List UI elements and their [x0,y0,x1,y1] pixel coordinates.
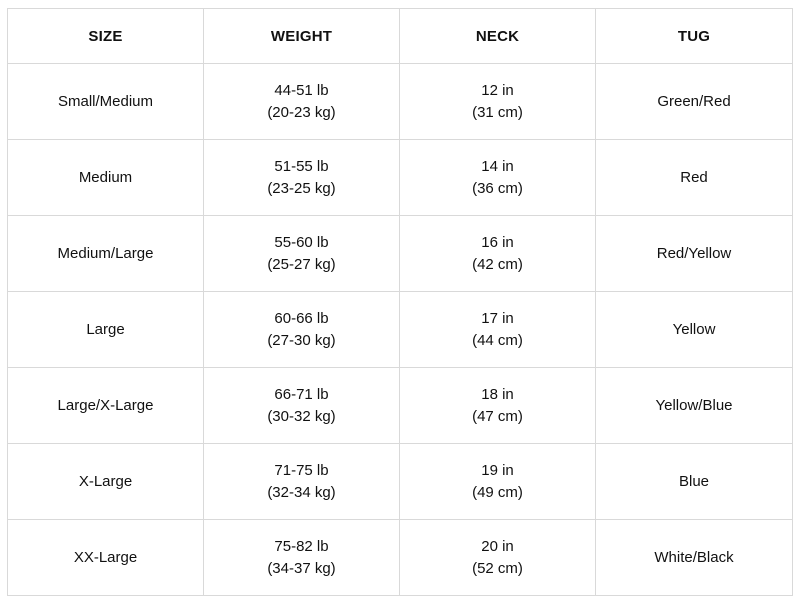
weight-lb: 71-75 lb [274,461,329,479]
weight-kg: (25-27 kg) [267,255,336,273]
weight-lb: 75-82 lb [274,537,329,555]
cell-neck [400,292,596,368]
cell-weight [204,520,400,596]
neck-in: 12 in [481,81,514,99]
weight-lb: 60-66 lb [274,309,329,327]
neck-in: 18 in [481,385,514,403]
table-row [8,140,793,216]
size-chart-table [7,8,793,596]
weight-kg: (20-23 kg) [267,103,336,121]
neck-in: 17 in [481,309,514,327]
weight-kg: (32-34 kg) [267,483,336,501]
size-chart [7,8,792,596]
neck-in: 16 in [481,233,514,251]
neck-cm: (47 cm) [472,407,523,425]
cell-tug: White/Black [596,520,793,596]
cell-size: X-Large [8,444,204,520]
neck-cm: (36 cm) [472,179,523,197]
cell-tug: Blue [596,444,793,520]
cell-size: Small/Medium [8,64,204,140]
cell-weight [204,140,400,216]
header-tug: TUG [596,9,793,64]
header-row [8,9,793,64]
cell-weight [204,292,400,368]
weight-lb: 44-51 lb [274,81,329,99]
weight-lb: 55-60 lb [274,233,329,251]
cell-tug: Yellow [596,292,793,368]
weight-kg: (30-32 kg) [267,407,336,425]
cell-size: Large/X-Large [8,368,204,444]
table-row [8,64,793,140]
neck-in: 19 in [481,461,514,479]
header-neck: NECK [400,9,596,64]
cell-weight [204,368,400,444]
cell-neck [400,368,596,444]
table-row [8,444,793,520]
weight-lb: 66-71 lb [274,385,329,403]
cell-size: Medium/Large [8,216,204,292]
table-row [8,216,793,292]
table-row [8,520,793,596]
cell-weight [204,444,400,520]
cell-tug: Green/Red [596,64,793,140]
cell-neck [400,64,596,140]
cell-neck [400,520,596,596]
cell-tug: Yellow/Blue [596,368,793,444]
weight-kg: (23-25 kg) [267,179,336,197]
neck-cm: (49 cm) [472,483,523,501]
table-header [8,9,793,64]
neck-in: 14 in [481,157,514,175]
neck-cm: (31 cm) [472,103,523,121]
header-size: SIZE [8,9,204,64]
header-weight: WEIGHT [204,9,400,64]
table-row [8,292,793,368]
cell-neck [400,216,596,292]
cell-weight [204,216,400,292]
table-body [8,64,793,596]
cell-neck [400,140,596,216]
weight-kg: (27-30 kg) [267,331,336,349]
neck-cm: (52 cm) [472,559,523,577]
cell-tug: Red [596,140,793,216]
table-row [8,368,793,444]
neck-cm: (42 cm) [472,255,523,273]
neck-in: 20 in [481,537,514,555]
weight-kg: (34-37 kg) [267,559,336,577]
neck-cm: (44 cm) [472,331,523,349]
cell-weight [204,64,400,140]
weight-lb: 51-55 lb [274,157,329,175]
cell-neck [400,444,596,520]
cell-size: XX-Large [8,520,204,596]
cell-tug: Red/Yellow [596,216,793,292]
cell-size: Medium [8,140,204,216]
cell-size: Large [8,292,204,368]
